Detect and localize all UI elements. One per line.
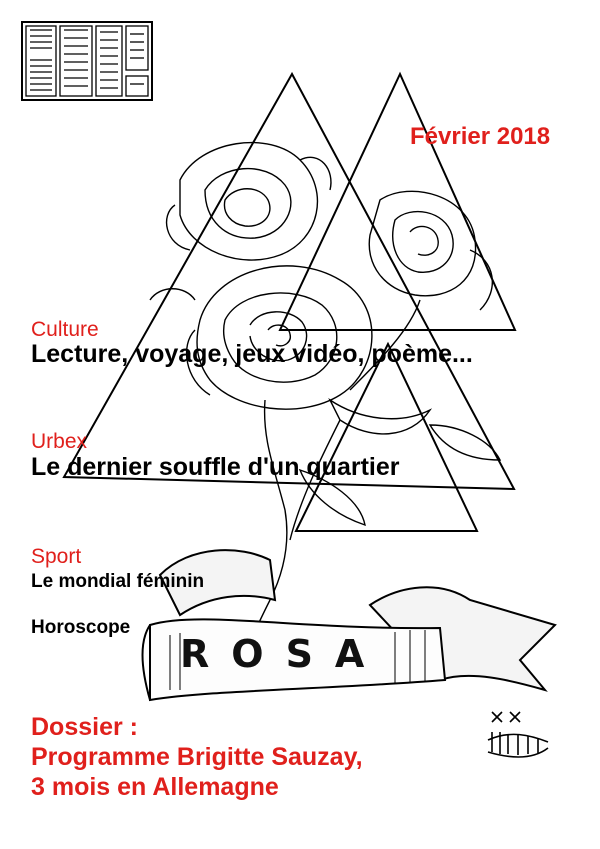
top-right-triangle bbox=[280, 74, 515, 330]
dossier-title: Dossier : bbox=[31, 713, 138, 741]
horoscope-label: Horoscope bbox=[31, 617, 131, 638]
issue-date: Février 2018 bbox=[410, 123, 551, 150]
dossier-line-3: 3 mois en Allemagne bbox=[31, 773, 279, 801]
section-headline-sport: Le mondial féminin bbox=[31, 571, 205, 592]
section-category-sport: Sport bbox=[31, 545, 82, 568]
banner-text: ROSA bbox=[180, 632, 387, 676]
magazine-logo bbox=[22, 22, 152, 100]
section-headline-urbex: Le dernier souffle d'un quartier bbox=[31, 453, 400, 481]
section-category-culture: Culture bbox=[31, 318, 99, 341]
artist-signature bbox=[488, 712, 548, 757]
ribbon-banner bbox=[143, 550, 556, 700]
bottom-triangle bbox=[296, 344, 477, 531]
dossier-block bbox=[31, 712, 363, 802]
section-category-urbex: Urbex bbox=[31, 430, 88, 453]
dossier-line-2: Programme Brigitte Sauzay, bbox=[31, 743, 363, 771]
section-headline-culture: Lecture, voyage, jeux vidéo, poème... bbox=[31, 340, 473, 368]
